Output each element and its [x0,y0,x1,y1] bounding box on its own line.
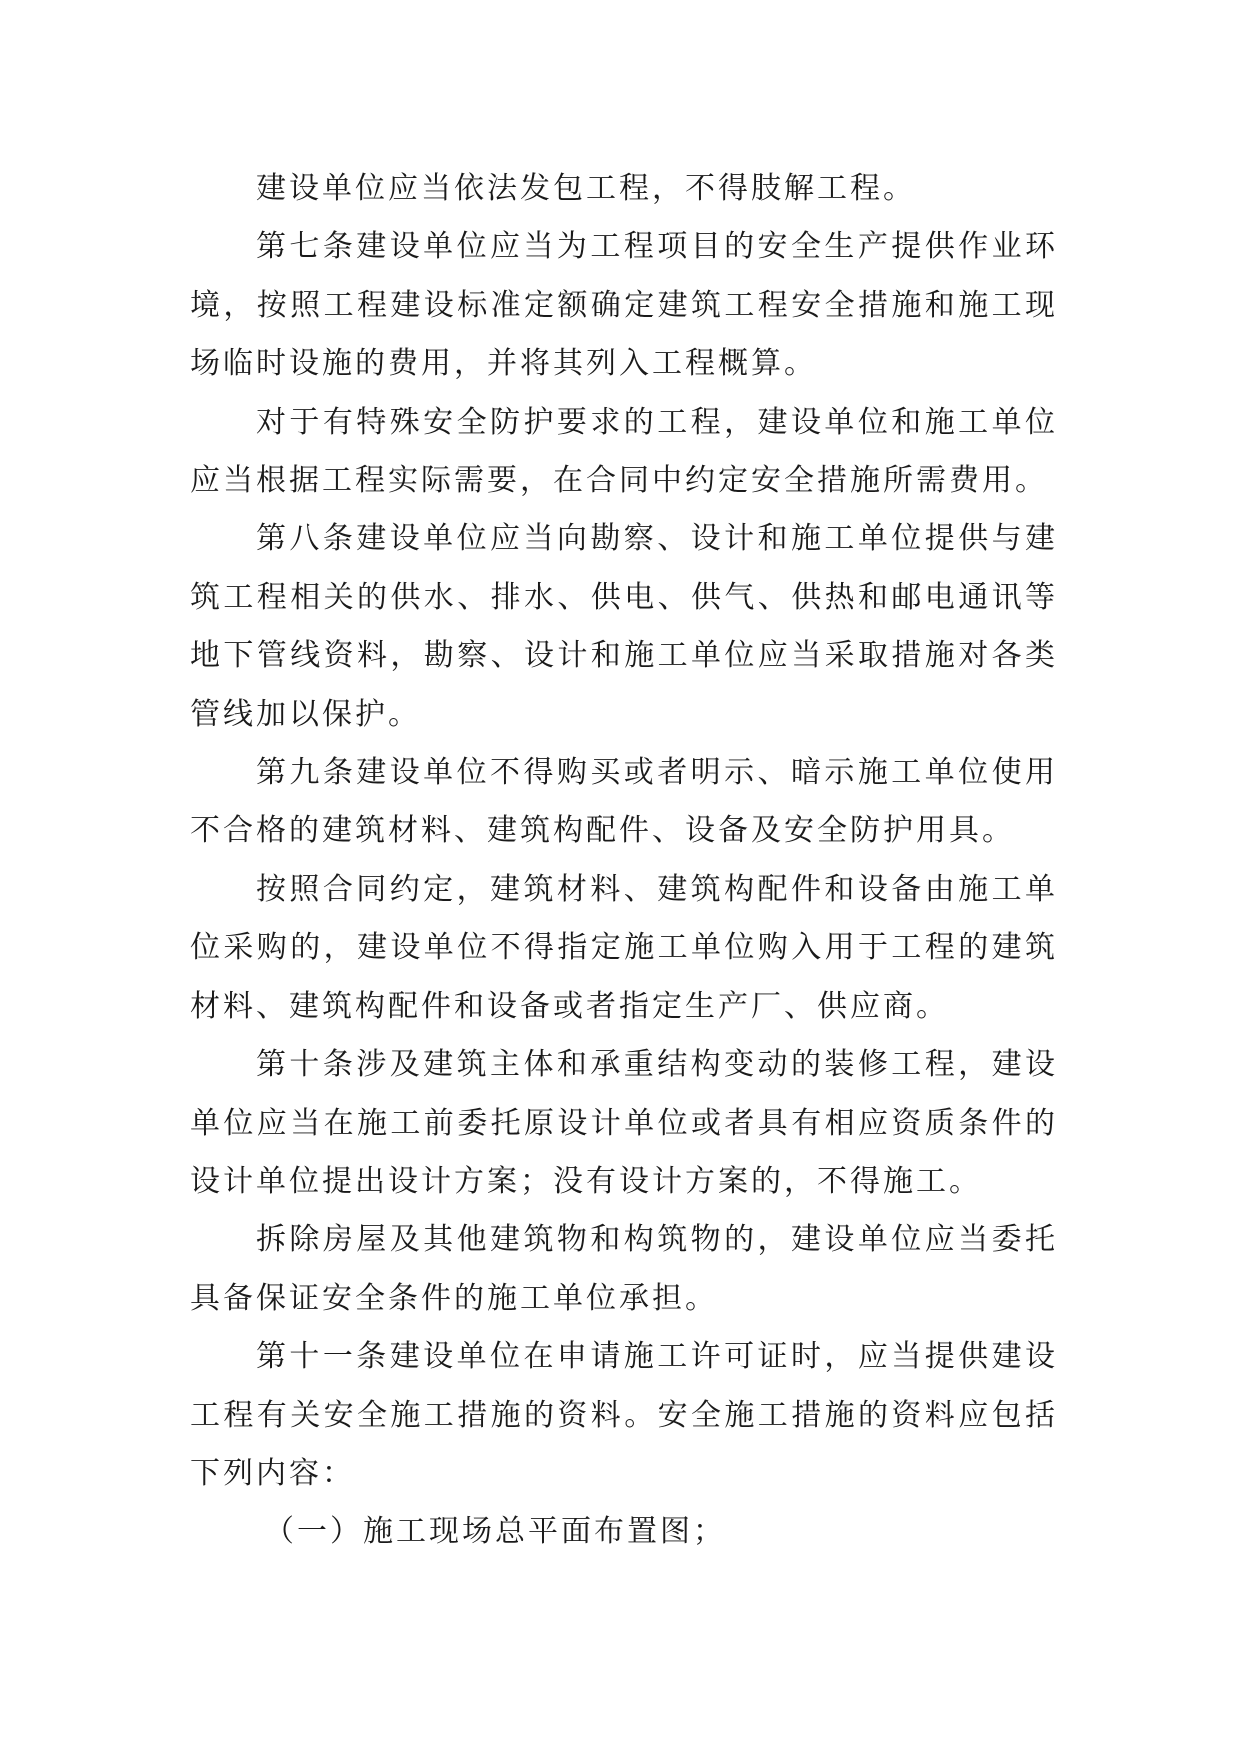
paragraph-procurement: 按照合同约定，建筑材料、建筑构配件和设备由施工单位采购的，建设单位不得指定施工单位购入用于工程的建筑材料、建筑构配件和设备或者指定生产厂、供应商。 [190,871,1058,1024]
paragraph-article-7: 第七条建设单位应当为工程项目的安全生产提供作业环境，按照工程建设标准定额确定建筑工程安全措施和施工现场临时设施的费用，并将其列入工程概算。 [190,229,1058,382]
paragraph-demolition: 拆除房屋及其他建筑物和构筑物的，建设单位应当委托具备保证安全条件的施工单位承担。 [190,1222,1058,1316]
paragraph-article-9: 第九条建设单位不得购买或者明示、暗示施工单位使用不合格的建筑材料、建筑构配件、设备及安全防护用具。 [190,755,1058,849]
paragraph-article-10: 第十条涉及建筑主体和承重结构变动的装修工程，建设单位应当在施工前委托原设计单位或者具有相应资质条件的设计单位提出设计方案；没有设计方案的，不得施工。 [190,1047,1058,1199]
list-item-site-plan: （一）施工现场总平面布置图； [264,1514,726,1550]
paragraph-contracting: 建设单位应当依法发包工程，不得肢解工程。 [256,171,916,206]
paragraph-special-protection: 对于有特殊安全防护要求的工程，建设单位和施工单位应当根据工程实际需要，在合同中约定安全措施所需费用。 [190,404,1058,499]
paragraph-article-8: 第八条建设单位应当向勘察、设计和施工单位提供与建筑工程相关的供水、排水、供电、供气、供热和邮电通讯等地下管线资料，勘察、设计和施工单位应当采取措施对各类管线加以保护。 [190,521,1058,732]
paragraph-article-11: 第十一条建设单位在申请施工许可证时，应当提供建设工程有关安全施工措施的资料。安全施工措施的资料应包括下列内容： [190,1339,1058,1491]
document-body [190,160,1058,1562]
